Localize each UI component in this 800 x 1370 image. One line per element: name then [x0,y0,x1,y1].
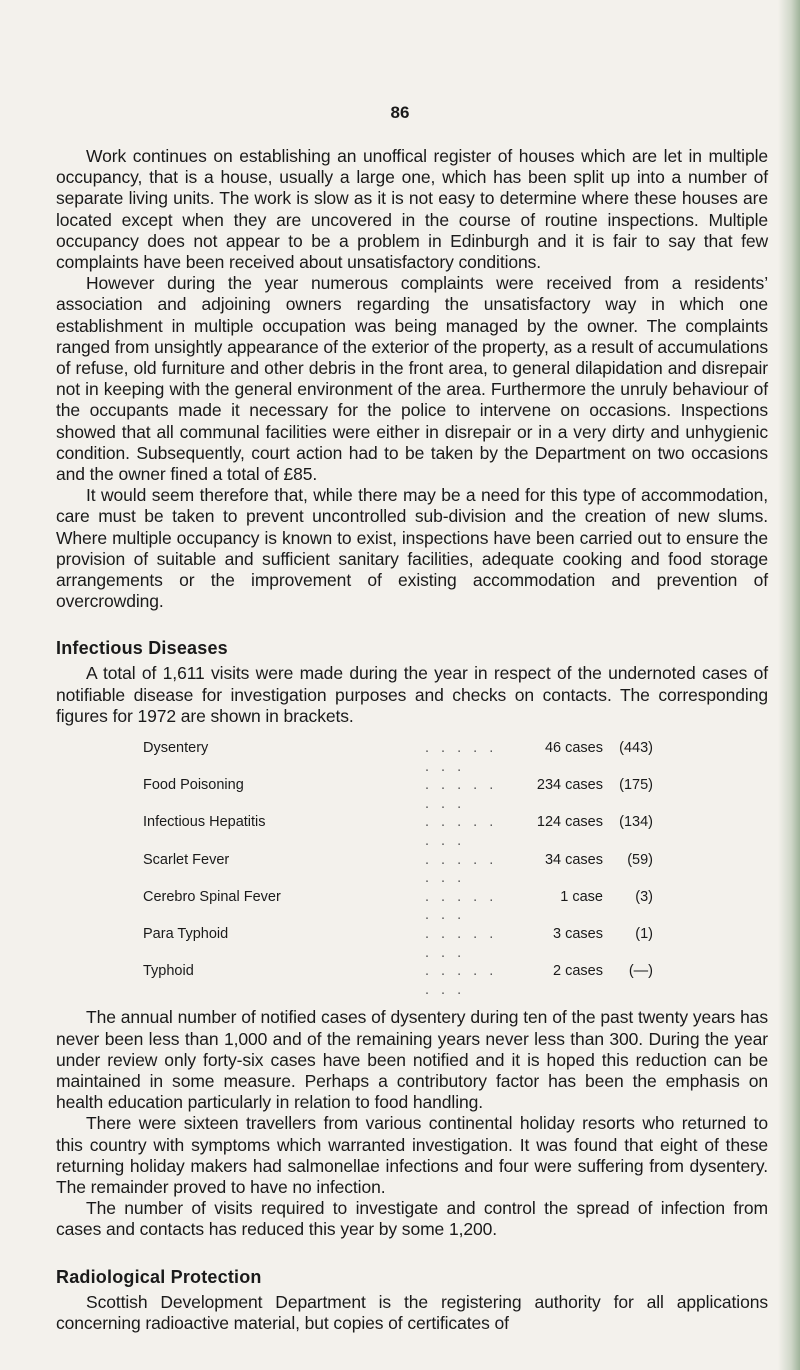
disease-name: Dysentery [143,740,209,757]
disease-name: Scarlet Fever [143,851,230,868]
dot-leader: . . . . . . . . [425,963,498,998]
table-row [56,851,768,888]
table-row [56,925,768,962]
disease-name: Para Typhoid [143,926,229,943]
dot-leader: . . . . . . . . [425,851,498,887]
table-row [56,813,768,850]
case-count: 1 case [560,888,603,905]
page-number: 86 [390,103,410,122]
disease-name: Typhoid [143,963,194,980]
dot-leader: . . . . . . . . [425,814,498,850]
paragraph-radiological: Scottish Development Department is the registering authority for all applications concerning radioactive material, but copies of certificates of [56,1291,768,1333]
case-count: 2 cases [553,963,603,980]
disease-table [56,739,768,999]
case-count: 46 cases [544,740,603,757]
previous-year-count: (134) [619,814,653,831]
table-row [56,888,768,925]
dot-leader: . . . . . . . . [425,740,498,775]
page-edge-shadow [778,0,800,1370]
previous-year-count: (—) [628,963,653,980]
case-count: 124 cases [536,814,603,831]
paragraph-dysentery: The annual number of notified cases of dysentery during ten of the past twenty years has never been less than 1,000 and of the remaining years never less than 300. During the year under review only forty-six cases have been notified and it is hoped this reduction can be maintained in some measure. Perhaps a contributory factor has been the emphasis on health education particularly in relation to food handling. [56,1007,768,1113]
disease-name: Infectious Hepatitis [143,814,266,831]
paragraph-infectious-intro: A total of 1,611 visits were made during the year in respect of the undernoted cases of notifiable disease for investigation purposes and checks on contacts. The corresponding figures for 1972 are shown in brackets. [56,663,768,726]
previous-year-count: (175) [619,777,653,794]
paragraph-housing-3: It would seem therefore that, while there may be a need for this type of accommodation, care must be taken to prevent uncontrolled sub-division and the creation of new slums. Where multiple occupancy is known to exist, inspections have been carried out to ensure the provision of suitable and sufficient sanitary facilities, adequate cooking and food storage arrangements or the improvement of existing accommodation and prevention of overcrowding. [56,485,768,612]
paragraph-travellers: There were sixteen travellers from various continental holiday resorts who returned to this country with symptoms which warranted investigation. It was found that eight of these returning holiday makers had salmonellae infections and four were suffering from dysentery. The remainder proved to have no infection. [56,1113,768,1198]
paragraph-visits: The number of visits required to investigate and control the spread of infection from cases and contacts has reduced this year by some 1,200. [56,1198,768,1240]
case-count: 34 cases [544,851,603,868]
paragraph-housing-2: However during the year numerous complaints were received from a residents’ association and adjoining owners regarding the unsatisfactory way in which one establishment in multiple occupation was being managed by the owner. The complaints ranged from unsightly appearance of the exterior of the property, as a result of accumulations of refuse, old furniture and other debris in the front area, to general dilapidation and disrepair not in keeping with the general environment of the area. Furthermore the unruly behaviour of the occupants made it necessary for the police to intervene on occasions. Inspections showed that all communal facilities were either in disrepair or in a very dirty and unhygienic condition. Subsequently, court action had to be taken by the Department on two occasions and the owner fined a total of £85. [56,273,768,485]
table-row [56,739,768,776]
table-row [56,776,768,813]
heading-infectious-diseases: Infectious Diseases [56,638,228,659]
previous-year-count: (1) [635,926,653,943]
paragraph-housing-1: Work continues on establishing an unoffical register of houses which are let in multiple occupancy, that is a house, usually a large one, which has been split up into a number of separate living units. The work is slow as it is not easy to determine where these houses are located except when they are uncovered in the course of routine inspections. Multiple occupancy does not appear to be a problem in Edinburgh and it is fair to say that few complaints have been received about unsatisfactory conditions. [56,146,768,273]
case-count: 3 cases [553,926,603,943]
disease-name: Food Poisoning [143,777,244,794]
dot-leader: . . . . . . . . [425,926,498,961]
previous-year-count: (443) [619,740,653,757]
document-body [56,146,768,1334]
previous-year-count: (3) [635,888,653,905]
disease-name: Cerebro Spinal Fever [143,888,281,905]
table-row [56,962,768,999]
previous-year-count: (59) [627,851,653,868]
dot-leader: . . . . . . . . [425,888,498,924]
case-count: 234 cases [536,777,603,794]
dot-leader: . . . . . . . . [425,777,498,812]
heading-radiological-protection: Radiological Protection [56,1266,262,1287]
